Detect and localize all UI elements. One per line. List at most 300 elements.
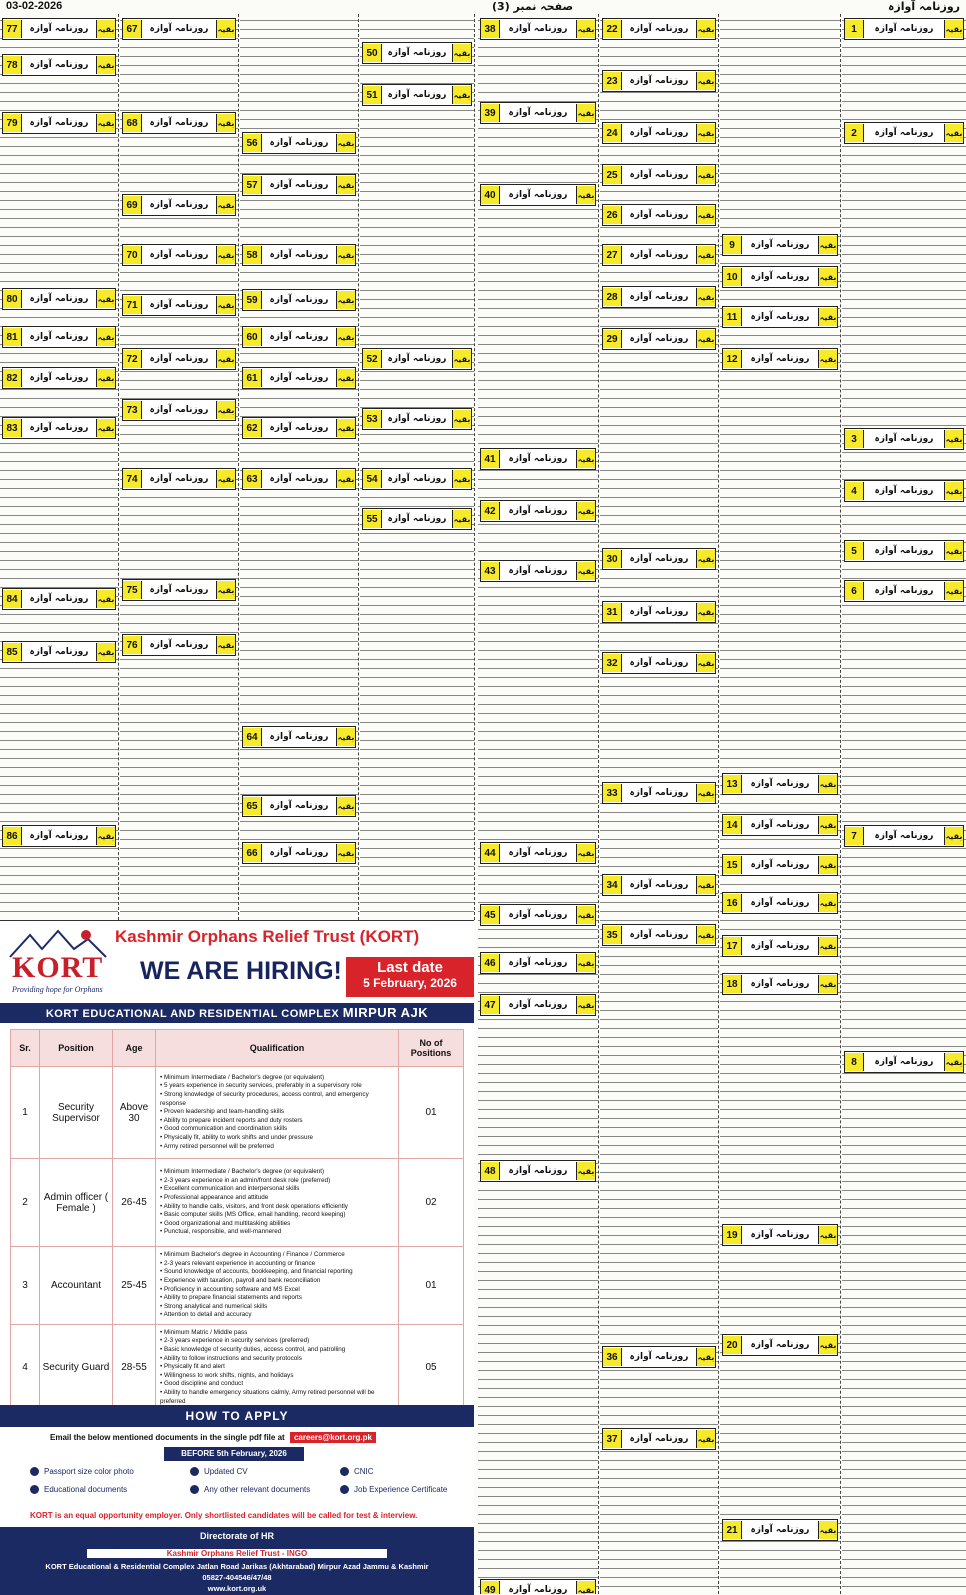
continuation-tag: بقیہ [452,86,471,104]
continuation-number: 8 [845,1053,864,1071]
table-row [11,1247,464,1325]
complex-name: KORT EDUCATIONAL AND RESIDENTIAL COMPLEX [45,1008,340,1020]
table-row [11,1159,464,1247]
continuation-header [122,294,236,316]
continuation-header [480,560,596,582]
continuation-paper-name: روزنامہ آوازہ [29,831,89,841]
continuation-paper-name: روزنامہ آوازہ [29,118,89,128]
qualification-item: • Physically fit and alert [160,1363,394,1372]
continuation-tag: بقیہ [576,1162,595,1180]
continuation-header [480,500,596,522]
continuation-paper-name: روزنامہ آوازہ [874,128,934,138]
continuation-tag: بقیہ [96,328,115,346]
qualification-item: • Proficiency in accounting software and MS Excel [160,1286,394,1295]
continuation-paper-name: روزنامہ آوازہ [149,250,209,260]
cell-sr: 1 [11,1067,40,1159]
continuation-paper-name: روزنامہ آوازہ [269,138,329,148]
continuation-tag: بقیہ [96,114,115,132]
continuation-header [2,641,116,663]
qualification-item: • Army retired personnel will be preferred [160,1143,394,1152]
continuation-header [722,306,838,328]
qualification-item: • Good discipline and conduct [160,1380,394,1389]
continuation-header [602,924,716,946]
complex-banner [0,1003,474,1023]
continuation-paper-name: روزنامہ آوازہ [149,200,209,210]
qualification-item: • Ability to follow instructions and security protocols [160,1355,394,1364]
continuation-number: 59 [243,291,262,309]
continuation-number: 66 [243,844,262,862]
continuation-tag: بقیہ [696,246,715,264]
continuation-paper-name: روزنامہ آوازہ [750,240,810,250]
continuation-header [722,348,838,370]
continuation-number: 48 [481,1162,500,1180]
continuation-number: 2 [845,124,864,142]
continuation-header [844,580,964,602]
ad-footer [0,1527,474,1595]
continuation-tag: بقیہ [576,906,595,924]
continuation-number: 9 [723,236,742,254]
column-c5 [478,14,599,1594]
continuation-paper-name: روزنامہ آوازہ [629,24,689,34]
continuation-tag: بقیہ [944,1053,963,1071]
continuation-number: 20 [723,1336,742,1354]
continuation-tag: بقیہ [336,328,355,346]
qualification-item: • Attention to detail and accuracy [160,1311,394,1320]
continuation-number: 33 [603,784,622,802]
continuation-tag: بقیہ [336,470,355,488]
page-header [0,0,966,14]
urdu-text-block [360,14,474,920]
continuation-header [242,174,356,196]
continuation-paper-name: روزنامہ آوازہ [269,423,329,433]
qualification-item: • Ability to handle emergency situations calmly, Army retired personnel will be preferred [160,1389,394,1406]
continuation-number: 81 [3,328,22,346]
column-c2 [120,14,239,920]
continuation-paper-name: روزنامہ آوازہ [874,486,934,496]
continuation-paper-name: روزنامہ آوازہ [269,332,329,342]
continuation-number: 26 [603,206,622,224]
continuation-header [242,842,356,864]
continuation-number: 39 [481,104,500,122]
continuation-tag: بقیہ [96,369,115,387]
cell-qualification [156,1159,399,1247]
continuation-header [480,904,596,926]
continuation-number: 11 [723,308,742,326]
continuation-header [602,548,716,570]
column-c3 [240,14,359,920]
continuation-paper-name: روزنامہ آوازہ [269,732,329,742]
continuation-header [722,973,838,995]
continuation-tag: بقیہ [696,654,715,672]
continuation-tag: بقیہ [576,844,595,862]
continuation-tag: بقیہ [696,206,715,224]
continuation-tag: بقیہ [216,246,235,264]
continuation-paper-name: روزنامہ آوازہ [629,658,689,668]
continuation-header [844,540,964,562]
continuation-number: 28 [603,288,622,306]
continuation-paper-name: روزنامہ آوازہ [29,24,89,34]
continuation-paper-name: روزنامہ آوازہ [269,373,329,383]
continuation-header [362,84,472,106]
continuation-header [122,399,236,421]
continuation-number: 64 [243,728,262,746]
column-c6 [600,14,719,1594]
continuation-tag: بقیہ [818,1226,837,1244]
continuation-number: 82 [3,369,22,387]
document-item [30,1467,134,1476]
continuation-paper-name: روزنامہ آوازہ [29,60,89,70]
continuation-number: 27 [603,246,622,264]
continuation-paper-name: روزنامہ آوازہ [629,210,689,220]
continuation-number: 21 [723,1521,742,1539]
continuation-tag: بقیہ [944,20,963,38]
continuation-paper-name: روزنامہ آوازہ [629,292,689,302]
continuation-paper-name: روزنامہ آوازہ [750,1230,810,1240]
continuation-number: 19 [723,1226,742,1244]
continuation-tag: بقیہ [216,581,235,599]
continuation-number: 49 [481,1581,500,1594]
continuation-paper-name: روزنامہ آوازہ [629,170,689,180]
continuation-header [242,244,356,266]
continuation-header [722,892,838,914]
continuation-number: 56 [243,134,262,152]
continuation-header [844,122,964,144]
continuation-paper-name: روزنامہ آوازہ [29,294,89,304]
document-label: Passport size color photo [44,1467,134,1476]
continuation-paper-name: روزنامہ آوازہ [508,454,568,464]
continuation-tag: بقیہ [216,114,235,132]
footer-phone: 05827-404546/47/48 [202,1573,272,1582]
continuation-tag: بقیہ [696,784,715,802]
continuation-header [242,132,356,154]
continuation-tag: بقیہ [818,268,837,286]
continuation-number: 38 [481,20,500,38]
continuation-paper-name: روزنامہ آوازہ [874,1057,934,1067]
continuation-header [602,286,716,308]
continuation-tag: بقیہ [452,470,471,488]
continuation-tag: بقیہ [696,288,715,306]
continuation-number: 78 [3,56,22,74]
continuation-tag: بقیہ [818,236,837,254]
logo-tagline: Providing hope for Orphans [12,985,103,994]
continuation-tag: بقیہ [216,470,235,488]
continuation-tag: بقیہ [818,1521,837,1539]
continuation-tag: بقیہ [336,844,355,862]
column-c4 [360,14,475,920]
continuation-number: 63 [243,470,262,488]
qualification-item: • Experience with taxation, payroll and bank reconciliation [160,1277,394,1286]
continuation-header [602,164,716,186]
document-label: CNIC [354,1467,374,1476]
continuation-number: 10 [723,268,742,286]
last-date-badge [346,957,474,997]
document-label: Educational documents [44,1485,128,1494]
continuation-number: 4 [845,482,864,500]
continuation-header [2,54,116,76]
continuation-tag: بقیہ [818,816,837,834]
continuation-header [480,448,596,470]
continuation-number: 44 [481,844,500,862]
footer-directorate: Directorate of HR [199,1531,274,1541]
continuation-number: 76 [123,636,142,654]
qualification-item: • Physically fit, ability to work shifts and under pressure [160,1134,394,1143]
continuation-tag: بقیہ [944,542,963,560]
document-item [340,1485,447,1494]
continuation-number: 15 [723,856,742,874]
continuation-number: 69 [123,196,142,214]
document-label: Job Experience Certificate [354,1485,448,1494]
continuation-number: 51 [363,86,382,104]
continuation-number: 12 [723,350,742,368]
continuation-paper-name: روزنامہ آوازہ [629,1352,689,1362]
continuation-header [122,112,236,134]
document-item [340,1467,374,1476]
continuation-paper-name: روزنامہ آوازہ [387,474,447,484]
continuation-tag: بقیہ [696,926,715,944]
qualification-item: • Ability to prepare financial statements and reports [160,1294,394,1303]
continuation-tag: بقیہ [696,330,715,348]
continuation-number: 74 [123,470,142,488]
continuation-tag: بقیہ [818,975,837,993]
qualification-item: • Good communication and coordination skills [160,1125,394,1134]
continuation-number: 43 [481,562,500,580]
page-number: صفحہ نمبر (3) [492,0,574,13]
footer-address: KORT Educational & Residential Complex Jatlan Road Jarikas (Akhtarabad) Mirpur Azad Jammu & Kashmir [45,1562,429,1571]
col-header-positions: No of Positions [399,1030,464,1067]
continuation-tag: بقیہ [576,502,595,520]
continuation-header [722,814,838,836]
continuation-paper-name: روزنامہ آوازہ [508,910,568,920]
continuation-tag: بقیہ [696,876,715,894]
continuation-paper-name: روزنامہ آوازہ [269,474,329,484]
cell-age: 26-45 [113,1159,156,1247]
continuation-header [722,935,838,957]
continuation-tag: بقیہ [696,603,715,621]
continuation-header [602,1346,716,1368]
continuation-header [602,874,716,896]
continuation-tag: بقیہ [336,134,355,152]
continuation-paper-name: روزنامہ آوازہ [508,1166,568,1176]
continuation-number: 52 [363,350,382,368]
qualification-item: • Strong analytical and numerical skills [160,1303,394,1312]
cell-sr: 4 [11,1325,40,1411]
continuation-tag: بقیہ [216,401,235,419]
continuation-tag: بقیہ [576,562,595,580]
continuation-number: 84 [3,590,22,608]
continuation-paper-name: روزنامہ آوازہ [750,312,810,322]
organization-name: Kashmir Orphans Relief Trust (KORT) [115,927,420,946]
continuation-tag: بقیہ [696,166,715,184]
continuation-paper-name: روزنامہ آوازہ [750,779,810,789]
continuation-tag: بقیہ [944,124,963,142]
continuation-paper-name: روزنامہ آوازہ [29,647,89,657]
continuation-paper-name: روزنامہ آوازہ [750,979,810,989]
continuation-paper-name: روزنامہ آوازہ [387,514,447,524]
continuation-tag: بقیہ [944,482,963,500]
continuation-number: 79 [3,114,22,132]
cell-age: 28-55 [113,1325,156,1411]
continuation-number: 70 [123,246,142,264]
continuation-paper-name: روزنامہ آوازہ [629,250,689,260]
continuation-header [2,326,116,348]
continuation-tag: بقیہ [336,728,355,746]
continuation-number: 57 [243,176,262,194]
continuation-tag: بقیہ [818,856,837,874]
continuation-number: 85 [3,643,22,661]
qualification-item: • Basic knowledge of security duties, access control, and patrolling [160,1346,394,1355]
continuation-paper-name: روزنامہ آوازہ [387,354,447,364]
col-header-age: Age [113,1030,156,1067]
continuation-header [122,634,236,656]
cell-positions: 02 [399,1159,464,1247]
continuation-tag: بقیہ [696,1430,715,1448]
continuation-number: 17 [723,937,742,955]
continuation-tag: بقیہ [452,410,471,428]
continuation-number: 34 [603,876,622,894]
continuation-paper-name: روزنامہ آوازہ [149,474,209,484]
qualification-item: • Punctual, responsible, and well-mannered [160,1228,394,1237]
cell-sr: 3 [11,1247,40,1325]
logo-text: KORT [12,951,104,984]
continuation-tag: بقیہ [696,124,715,142]
urdu-text-block [842,14,966,1594]
continuation-header [602,1428,716,1450]
continuation-number: 40 [481,186,500,204]
continuation-paper-name: روزنامہ آوازہ [149,405,209,415]
qualification-item: • 2-3 years relevant experience in accounting or finance [160,1260,394,1269]
column-c1 [0,14,119,920]
continuation-header [2,367,116,389]
continuation-number: 14 [723,816,742,834]
continuation-number: 42 [481,502,500,520]
continuation-tag: بقیہ [576,20,595,38]
continuation-paper-name: روزنامہ آوازہ [29,332,89,342]
masthead: روزنامہ آوازہ [887,0,960,13]
continuation-tag: بقیہ [216,636,235,654]
qualification-item: • Ability to handle calls, visitors, and front desk operations efficiently [160,1203,394,1212]
continuation-number: 23 [603,72,622,90]
continuation-number: 29 [603,330,622,348]
continuation-number: 1 [845,20,864,38]
cell-qualification [156,1247,399,1325]
continuation-paper-name: روزنامہ آوازہ [508,108,568,118]
continuation-header [602,18,716,40]
continuation-number: 3 [845,430,864,448]
continuation-paper-name: روزنامہ آوازہ [874,24,934,34]
continuation-header [602,70,716,92]
continuation-number: 73 [123,401,142,419]
continuation-number: 25 [603,166,622,184]
continuation-number: 31 [603,603,622,621]
continuation-header [480,1579,596,1594]
continuation-paper-name: روزنامہ آوازہ [629,554,689,564]
table-row [11,1325,464,1411]
continuation-paper-name: روزنامہ آوازہ [508,566,568,576]
continuation-tag: بقیہ [96,827,115,845]
continuation-header [242,367,356,389]
continuation-number: 18 [723,975,742,993]
continuation-number: 61 [243,369,262,387]
footer-website-link[interactable]: www.kort.org.uk [207,1584,267,1593]
last-date-label: Last date [377,959,443,976]
bullet-icon [190,1467,199,1476]
continuation-paper-name: روزنامہ آوازہ [149,24,209,34]
cell-position: Admin officer ( Female ) [40,1159,113,1247]
continuation-paper-name: روزنامہ آوازہ [750,941,810,951]
continuation-paper-name: روزنامہ آوازہ [874,586,934,596]
continuation-tag: بقیہ [336,419,355,437]
continuation-paper-name: روزنامہ آوازہ [508,848,568,858]
continuation-tag: بقیہ [96,290,115,308]
careers-email-link[interactable]: careers@kort.org.pk [290,1432,376,1443]
bullet-icon [30,1485,39,1494]
continuation-tag: بقیہ [336,246,355,264]
continuation-number: 24 [603,124,622,142]
continuation-tag: بقیہ [696,550,715,568]
continuation-tag: بقیہ [576,450,595,468]
col-header-sr: Sr. [11,1030,40,1067]
continuation-header [602,601,716,623]
qualification-item: • Minimum Intermediate / Bachelor's degree (or equivalent) [160,1074,394,1083]
cell-position: Accountant [40,1247,113,1325]
continuation-tag: بقیہ [818,775,837,793]
continuation-number: 6 [845,582,864,600]
qualification-item: • Sound knowledge of accounts, bookkeeping, and financial reporting [160,1268,394,1277]
continuation-paper-name: روزنامہ آوازہ [750,272,810,282]
continuation-number: 30 [603,550,622,568]
continuation-header [2,417,116,439]
continuation-paper-name: روزنامہ آوازہ [269,180,329,190]
continuation-header [480,994,596,1016]
continuation-paper-name: روزنامہ آوازہ [750,898,810,908]
continuation-number: 32 [603,654,622,672]
continuation-header [122,194,236,216]
continuation-number: 37 [603,1430,622,1448]
continuation-paper-name: روزنامہ آوازہ [29,373,89,383]
deadline-bar: BEFORE 5th February, 2026 [164,1447,304,1461]
continuation-tag: بقیہ [96,590,115,608]
continuation-number: 83 [3,419,22,437]
continuation-header [722,1334,838,1356]
continuation-paper-name: روزنامہ آوازہ [629,880,689,890]
continuation-paper-name: روزنامہ آوازہ [750,354,810,364]
continuation-number: 7 [845,827,864,845]
qualification-item: • Strong knowledge of security procedures, access control, and emergency response [160,1091,394,1108]
qualification-item: • 2-3 years experience in an admin/front desk role (preferred) [160,1177,394,1186]
continuation-paper-name: روزنامہ آوازہ [629,788,689,798]
continuation-tag: بقیہ [96,56,115,74]
continuation-paper-name: روزنامہ آوازہ [750,1340,810,1350]
qualification-item: • Minimum Intermediate / Bachelor's degree (or equivalent) [160,1168,394,1177]
continuation-header [242,289,356,311]
qualification-item: • 2-3 years experience in security services (preferred) [160,1337,394,1346]
continuation-paper-name: روزنامہ آوازہ [387,414,447,424]
continuation-tag: بقیہ [96,643,115,661]
cell-position: Security Guard [40,1325,113,1411]
continuation-paper-name: روزنامہ آوازہ [269,848,329,858]
continuation-paper-name: روزنامہ آوازہ [387,48,447,58]
continuation-tag: بقیہ [818,350,837,368]
continuation-tag: بقیہ [216,350,235,368]
document-item [30,1485,127,1494]
continuation-header [242,795,356,817]
continuation-number: 75 [123,581,142,599]
bullet-icon [190,1485,199,1494]
hiring-headline: WE ARE HIRING! [140,957,342,985]
document-item [190,1467,248,1476]
continuation-header [122,579,236,601]
continuation-tag: بقیہ [696,20,715,38]
